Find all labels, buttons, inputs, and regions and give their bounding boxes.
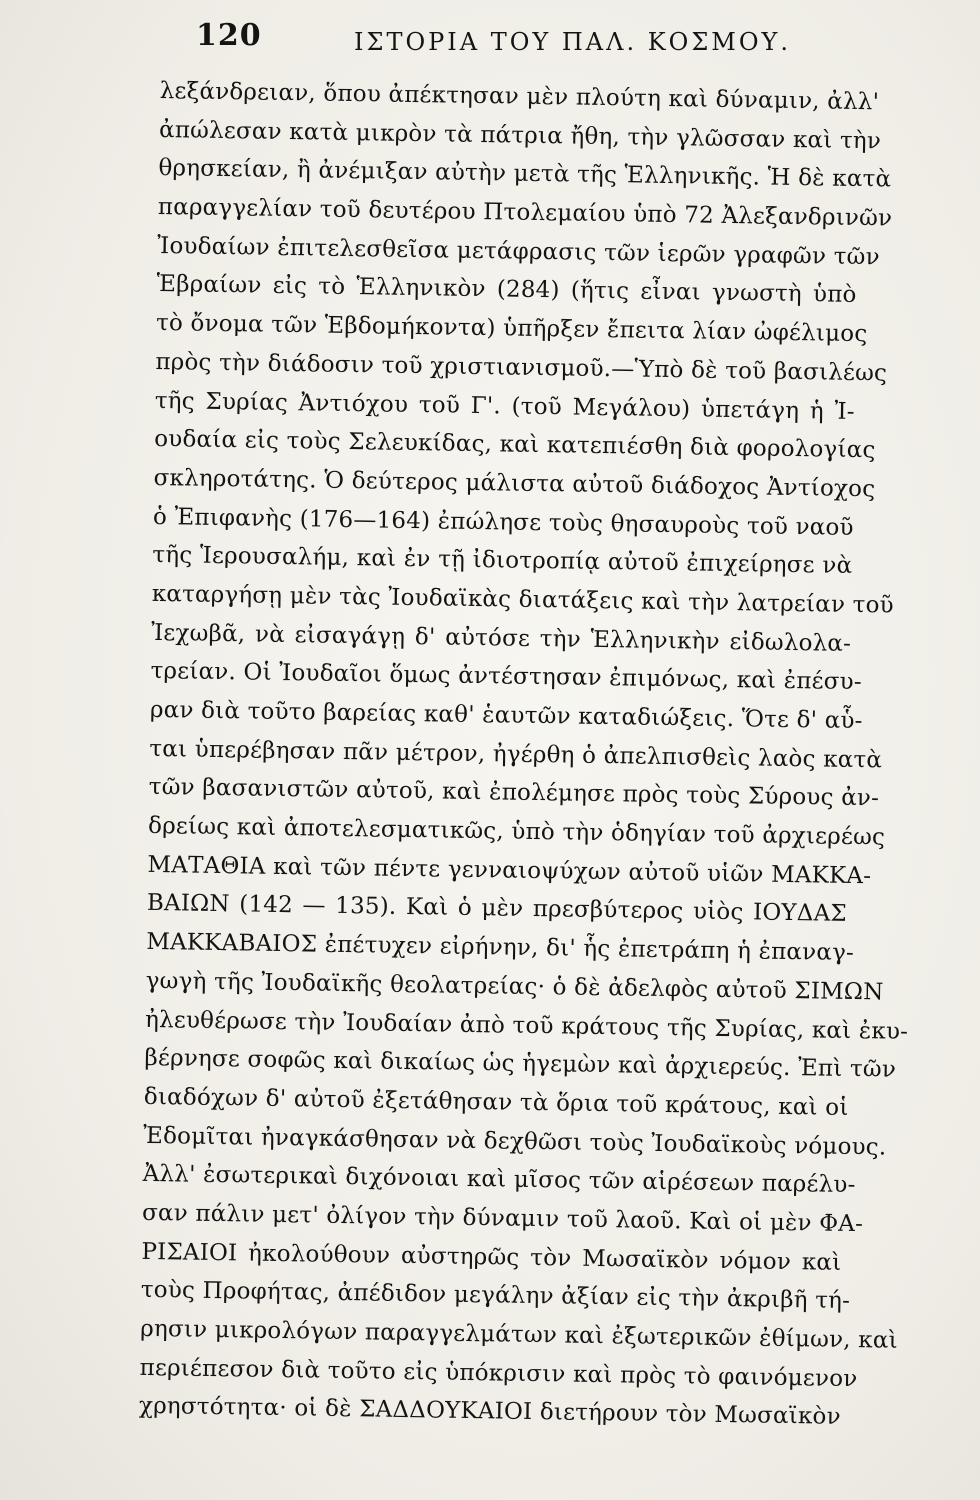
text-line: πρὸς τὴν διάδοσιν τοῦ χριστιανισμοῦ.—Ὑπὸ δὲ τοῦ βασιλέως [155,348,888,387]
text-line: θρησκείαν, ἢ ἀνέμιξαν αὐτὴν μετὰ τῆς Ἑλληνικῆς. Ἡ δὲ κατὰ [158,155,892,193]
text-line: τῆς Συρίας Ἀντιόχου τοῦ Γ'. (τοῦ Μεγάλου) ὑπετάγη ἡ Ἰ- [154,387,855,425]
text-line: περιέπεσον διὰ τοῦτο εἰς ὑπόκρισιν καὶ πρὸς τὸ φαινόμενον [139,1354,858,1392]
text-line: βέρνησε σοφῶς καὶ δικαίως ὡς ἡγεμὼν καὶ ἀρχιερεύς. Ἐπὶ τῶν [144,1045,897,1083]
text-line: λεξάνδρειαν, ὅπου ἀπέκτησαν μὲν πλούτη καὶ δύναμιν, ἀλλ' [159,77,880,116]
text-line: τῆς Ἱερουσαλήμ, καὶ ἐν τῇ ἰδιοτροπίᾳ αὐτοῦ ἐπιχείρησε νὰ [152,542,853,580]
text-line: Ἰουδαίων ἐπιτελεσθεῖσα μετάφρασις τῶν ἱερῶν γραφῶν τῶν [157,232,880,271]
text-line: σαν πάλιν μετ' ὀλίγον τὴν δύναμιν τοῦ λαοῦ. Καὶ οἱ μὲν ΦΑ- [141,1199,864,1238]
text-line: Ἰεχωβᾶ, νὰ εἰσαγάγῃ δ' αὐτόσε τὴν Ἑλληνικὴν εἰδωλολα- [150,619,852,657]
text-line: τοὺς Προφήτας, ἀπέδιδον μεγάλην ἀξίαν εἰς τὴν ἀκριβῆ τή- [140,1277,851,1315]
text-line: ἀπώλεσαν κατὰ μικρὸν τὰ πάτρια ἤθη, τὴν γλῶσσαν καὶ τὴν [158,116,882,155]
text-line: ΒΑΙΩΝ (142 — 135). Καὶ ὁ μὲν πρεσβύτερος υἱὸς ΙΟΥΔΑΣ [146,890,848,928]
text-line: Ἀλλ' ἐσωτερικαὶ διχόνοιαι καὶ μῖσος τῶν αἱρέσεων παρέλυ- [142,1161,856,1199]
text-line: τρείαν. Οἱ Ἰουδαῖοι ὅμως ἀντέστησαν ἐπιμόνως, καὶ ἐπέσυ- [150,658,862,696]
text-line: παραγγελίαν τοῦ δευτέρου Πτολεμαίου ὑπὸ 72 Ἀλεξανδρινῶν [157,194,893,232]
text-line: Ἐδομῖται ἠναγκάσθησαν νὰ δεχθῶσι τοὺς Ἰουδαϊκοὺς νόμους. [143,1122,887,1161]
text-line: ραν διὰ τοῦτο βαρείας καθ' ἑαυτῶν καταδιώξεις. Ὅτε δ' αὗ- [149,696,863,735]
text-line: ὁ Ἐπιφανὴς (176—164) ἐπώλησε τοὺς θησαυροὺς τοῦ ναοῦ [152,503,854,541]
text-line: δρείως καὶ ἀποτελεσματικῶς, ὑπὸ τὴν ὁδηγίαν τοῦ ἀρχιερέως [147,812,886,851]
text-line: διαδόχων δ' αὐτοῦ ἐξετάθησαν τὰ ὅρια τοῦ κράτους, καὶ οἱ [143,1083,849,1121]
text-line: τῶν βασανιστῶν αὐτοῦ, καὶ ἐπολέμησε πρὸς τοὺς Σύρους ἀν- [148,774,880,812]
text-line: ἠλευθέρωσε τὴν Ἰουδαίαν ἀπὸ τοῦ κράτους τῆς Συρίας, καὶ ἐκυ- [144,1006,909,1045]
text-line: ΜΑΚΚΑΒΑΙΟΣ ἐπέτυχεν εἰρήνην, δι' ἧς ἐπετράπη ἡ ἐπαναγ- [146,929,855,967]
page-header [196,12,846,64]
running-title: ΙΣΤΟΡΙΑ ΤΟΥ ΠΑΛ. ΚΟΣΜΟΥ. [354,28,792,56]
text-line: γωγὴ τῆς Ἰουδαϊκῆς θεολατρείας· ὁ δὲ ἀδελφὸς αὐτοῦ ΣΙΜΩΝ [145,967,884,1006]
text-line: χρηστότητα· οἱ δὲ ΣΑΔΔΟΥΚΑΙΟΙ διετήρουν τὸν Μωσαϊκὸν [138,1393,841,1431]
page-number: 120 [196,18,262,53]
text-line: ουδαία εἰς τοὺς Σελευκίδας, καὶ κατεπιέσθη διὰ φορολογίας [154,426,876,464]
text-line: ΜΑΤΑΘΙΑ καὶ τῶν πέντε γενναιοψύχων αὐτοῦ υἱῶν ΜΑΚΚΑ- [147,851,872,890]
text-line: ρησιν μικρολόγων παραγγελμάτων καὶ ἐξωτερικῶν ἐθίμων, καὶ [140,1315,898,1354]
text-line: καταργήσῃ μὲν τὰς Ἰουδαϊκὰς διατάξεις καὶ τὴν λατρείαν τοῦ [151,580,895,619]
text-line: Ἑβραίων εἰς τὸ Ἑλληνικὸν (284) (ἥτις εἶναι γνωστὴ ὑπὸ [156,271,857,309]
text-line: σκληροτάτης. Ὁ δεύτερος μάλιστα αὐτοῦ διάδοχος Ἀντίοχος [153,464,876,503]
body-text [138,72,909,1437]
text-line: ται ὑπερέβησαν πᾶν μέτρον, ἠγέρθη ὁ ἀπελπισθεὶς λαὸς κατὰ [149,735,883,774]
text-line: ΡΙΣΑΙΟΙ ἠκολούθουν αὐστηρῶς τὸν Μωσαϊκὸν νόμον καὶ [141,1238,842,1276]
text-line: τὸ ὄνομα τῶν Ἑβδομήκοντα) ὑπῆρξεν ἔπειτα λίαν ὠφέλιμος [155,310,868,348]
